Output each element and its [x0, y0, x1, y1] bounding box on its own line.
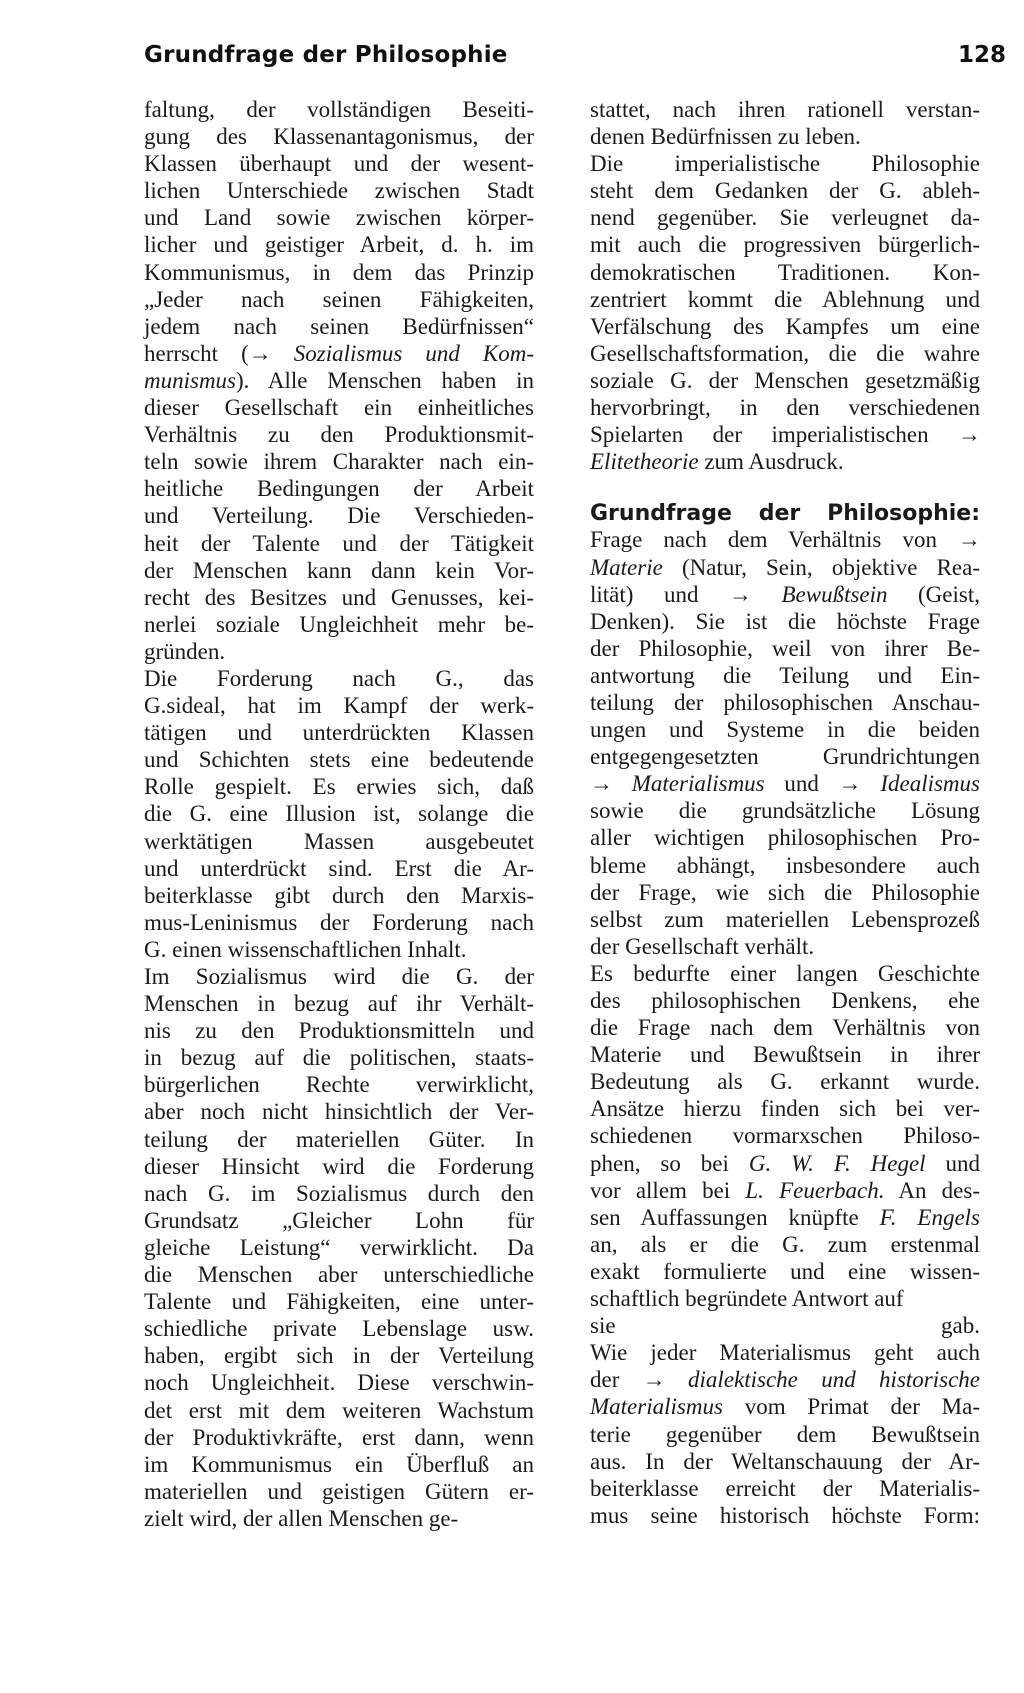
text-line	[590, 259, 980, 286]
text-line	[144, 800, 534, 827]
text-segment: heit der Talente und der Tätigkeit	[144, 530, 534, 556]
text-line	[590, 499, 980, 526]
text-segment: ). Alle Menschen haben in	[236, 367, 534, 393]
text-segment: des philosophischen Denkens, ehe	[590, 988, 980, 1013]
text-segment: mus seine historisch höchste Form:	[590, 1502, 980, 1528]
text-segment: vom Primat der Ma-	[722, 1394, 980, 1420]
cross-reference-arrow-icon: →	[838, 771, 861, 797]
text-line	[144, 557, 534, 584]
text-segment: schiedliche private Lebenslage usw.	[144, 1316, 534, 1342]
text-line	[144, 367, 534, 394]
text-line	[144, 177, 534, 204]
italic-term: L. Feuerbach.	[745, 1177, 885, 1203]
text-line	[590, 1285, 980, 1312]
text-line	[144, 828, 534, 855]
text-line	[590, 743, 980, 770]
italic-term: munismus	[144, 367, 237, 393]
text-line	[144, 1478, 534, 1505]
text-segment: stattet, nach ihren rationell verstan-	[590, 97, 980, 122]
text-line	[144, 1397, 534, 1424]
text-segment: Wie jeder Materialismus geht auch	[590, 1340, 980, 1366]
text-segment: Verfälschung des Kampfes um eine	[590, 313, 980, 339]
italic-term: F. Engels	[879, 1204, 980, 1230]
cross-reference-arrow-icon: →	[642, 1367, 665, 1393]
text-segment: „Jeder nach seinen Fähigkeiten,	[144, 286, 534, 312]
text-segment: An des-	[884, 1177, 980, 1203]
text-line	[144, 340, 534, 367]
italic-term: Materialismus	[590, 1394, 723, 1420]
text-segment: und Schichten stets eine bedeutende	[144, 747, 534, 773]
text-segment: faltung, der vollständigen Beseiti-	[144, 97, 534, 122]
text-segment: gründen.	[144, 638, 226, 664]
text-segment: werktätigen Massen ausgebeutet	[144, 828, 534, 854]
text-segment: der Menschen kann dann kein Vor-	[144, 557, 534, 583]
text-segment: haben, ergibt sich in der Verteilung	[144, 1343, 534, 1369]
italic-term: dialektische und historische	[688, 1367, 980, 1393]
text-segment: und Land sowie zwischen körper-	[144, 205, 534, 231]
text-segment: bleme abhängt, insbesondere auch	[590, 852, 980, 878]
text-segment: Rolle gespielt. Es erwies sich, daß	[144, 774, 534, 800]
text-segment: die Menschen aber unterschiedliche	[144, 1262, 534, 1288]
text-segment: antwortung die Teilung und Ein-	[590, 662, 980, 688]
text-segment: soziale G. der Menschen gesetzmäßig	[590, 367, 980, 393]
text-segment: Talente und Fähigkeiten, eine unter-	[144, 1289, 534, 1315]
text-line	[590, 96, 980, 123]
text-line	[144, 1424, 534, 1451]
text-segment: in bezug auf die politischen, staats-	[144, 1045, 534, 1071]
text-segment: nis zu den Produktionsmitteln und	[144, 1018, 534, 1044]
text-line	[590, 1150, 980, 1177]
text-line	[144, 1071, 534, 1098]
text-segment: recht des Besitzes und Genusses, kei-	[144, 584, 534, 610]
text-line	[144, 394, 534, 421]
text-line	[144, 584, 534, 611]
text-segment: sen Auffassungen knüpfte	[590, 1204, 880, 1230]
text-line	[590, 716, 980, 743]
text-segment: nend gegenüber. Sie verleugnet da-	[590, 205, 980, 231]
text-segment: sowie die grundsätzliche Lösung	[590, 798, 980, 824]
text-segment: (Natur, Sein, objektive Rea-	[662, 554, 980, 580]
text-segment: nach G. im Sozialismus durch den	[144, 1180, 534, 1206]
text-line	[144, 502, 534, 529]
text-line	[590, 421, 980, 448]
text-line	[144, 963, 534, 990]
text-segment: beiterklasse gibt durch den Marxis-	[144, 882, 534, 908]
text-line	[144, 150, 534, 177]
italic-term: Elitetheorie	[590, 449, 699, 475]
entry-separator	[590, 475, 980, 499]
header-title: Grundfrage der Philosophie	[144, 42, 508, 68]
text-segment: G.sideal, hat im Kampf der werk-	[144, 693, 534, 719]
text-segment: G. einen wissenschaftlichen Inhalt.	[144, 936, 467, 962]
text-segment: dieser Gesellschaft ein einheitliches	[144, 395, 534, 421]
text-segment: heitliche Bedingungen der Arbeit	[144, 476, 534, 502]
text-segment: det erst mit dem weiteren Wachstum	[144, 1397, 534, 1423]
text-line	[590, 526, 980, 553]
text-line	[144, 1207, 534, 1234]
text-segment: teilung der philosophischen Anschau-	[590, 689, 980, 715]
text-segment: aus. In der Weltanschauung der Ar-	[590, 1448, 980, 1474]
text-segment: teln sowie ihrem Charakter nach ein-	[144, 449, 534, 475]
text-line	[590, 797, 980, 824]
text-line	[590, 1258, 980, 1285]
text-segment: der	[590, 1367, 643, 1393]
text-segment: hervorbringt, in den verschiedenen	[590, 395, 980, 421]
text-segment	[612, 771, 632, 796]
text-line	[590, 608, 980, 635]
text-line	[144, 123, 534, 150]
text-segment: und unterdrückt sind. Erst die Ar-	[144, 855, 534, 881]
text-line	[590, 448, 980, 475]
text-segment: teilung der materiellen Güter. In	[144, 1126, 534, 1152]
text-line	[590, 635, 980, 662]
text-line	[590, 960, 980, 987]
text-line	[144, 204, 534, 231]
text-line	[144, 475, 534, 502]
text-segment: Es bedurfte einer langen Geschichte	[590, 960, 980, 986]
text-segment: demokratischen Traditionen. Kon-	[590, 259, 980, 285]
text-line	[590, 1312, 980, 1339]
text-line	[144, 1342, 534, 1369]
text-line	[590, 340, 980, 367]
text-line	[144, 448, 534, 475]
text-segment: Denken). Sie ist die höchste Frage	[590, 608, 980, 634]
text-segment	[751, 582, 782, 607]
text-line	[590, 1339, 980, 1366]
cross-reference-arrow-icon: →	[248, 340, 271, 366]
text-segment: ungen und Systeme in die beiden	[590, 717, 980, 743]
text-segment: lichen Unterschiede zwischen Stadt	[144, 178, 534, 204]
text-line	[144, 1261, 534, 1288]
text-line	[590, 123, 980, 150]
text-line	[144, 773, 534, 800]
text-segment: Materie und Bewußtsein in ihrer	[590, 1042, 980, 1068]
text-segment: und	[925, 1150, 980, 1176]
text-line	[590, 1231, 980, 1258]
text-segment: die Frage nach dem Verhältnis von	[590, 1015, 980, 1041]
text-line	[590, 689, 980, 716]
text-segment: steht dem Gedanken der G. ableh-	[590, 178, 980, 204]
text-segment: terie gegenüber dem Bewußtsein	[590, 1421, 980, 1447]
text-line	[144, 1044, 534, 1071]
text-segment: zentriert kommt die Ablehnung und	[590, 286, 980, 312]
text-line	[144, 96, 534, 123]
text-segment: Bedeutung als G. erkannt wurde.	[590, 1069, 980, 1095]
text-line	[144, 638, 534, 665]
text-segment: dieser Hinsicht wird die Forderung	[144, 1153, 534, 1179]
text-segment: nerlei soziale Ungleichheit mehr be-	[144, 611, 534, 637]
right-text-column	[590, 96, 980, 1529]
text-line	[144, 1315, 534, 1342]
text-line	[590, 581, 980, 608]
text-line	[590, 1122, 980, 1149]
text-line	[144, 530, 534, 557]
text-segment: tätigen und unterdrückten Klassen	[144, 720, 534, 746]
text-line	[590, 906, 980, 933]
text-segment: Die imperialistische Philosophie	[590, 151, 980, 177]
italic-term: Sozialismus und Kom-	[293, 340, 534, 366]
text-line	[590, 824, 980, 851]
text-segment	[861, 771, 881, 796]
text-line	[590, 852, 980, 879]
text-line	[144, 882, 534, 909]
italic-term: Materie	[590, 554, 663, 580]
text-segment: gung des Klassenantagonismus, der	[144, 124, 534, 150]
text-line	[144, 259, 534, 286]
italic-term: Bewußtsein	[781, 581, 888, 607]
text-segment: Kommunismus, in dem das Prinzip	[144, 259, 534, 285]
text-segment: selbst zum materiellen Lebensprozeß	[590, 906, 980, 932]
text-line	[590, 1366, 980, 1393]
text-line	[590, 286, 980, 313]
text-line	[590, 1421, 980, 1448]
text-segment: mus-Leninismus der Forderung nach	[144, 909, 534, 935]
text-line	[144, 1369, 534, 1396]
text-segment: aller wichtigen philosophischen Pro-	[590, 825, 980, 851]
text-line	[590, 150, 980, 177]
text-line	[144, 1153, 534, 1180]
text-segment: Im Sozialismus wird die G. der	[144, 964, 534, 989]
text-line	[144, 1234, 534, 1261]
text-line	[590, 177, 980, 204]
text-segment: lität) und	[590, 581, 729, 607]
text-line	[590, 933, 980, 960]
text-segment: entgegengesetzten Grundrichtungen	[590, 744, 980, 770]
text-segment: bürgerlichen Rechte verwirklicht,	[144, 1072, 534, 1098]
text-segment: schiedenen vormarxschen Philoso-	[590, 1123, 980, 1149]
text-line	[590, 1475, 980, 1502]
text-segment: und Verteilung. Die Verschieden-	[144, 503, 534, 529]
text-segment: mit auch die progressiven bürgerlich-	[590, 232, 980, 258]
text-line	[590, 1204, 980, 1231]
text-line	[144, 692, 534, 719]
text-line	[590, 1448, 980, 1475]
italic-term: G. W. F. Hegel	[748, 1150, 926, 1176]
text-line	[144, 421, 534, 448]
text-segment: an, als er die G. zum erstenmal	[590, 1231, 980, 1257]
text-line	[144, 1451, 534, 1478]
page-number: 128	[957, 42, 1006, 68]
text-line	[590, 1095, 980, 1122]
cross-reference-arrow-icon: →	[728, 581, 751, 607]
text-segment: Gesellschaftsformation, die die wahre	[590, 340, 980, 366]
text-segment: beiterklasse erreicht der Materialis-	[590, 1475, 980, 1501]
text-segment: zum Ausdruck.	[698, 449, 844, 475]
text-segment: gleiche Leistung“ verwirklicht. Da	[144, 1234, 534, 1260]
cross-reference-arrow-icon: →	[958, 527, 980, 553]
text-segment: sie gab.	[590, 1313, 980, 1339]
text-line	[590, 1177, 980, 1204]
text-line	[144, 936, 534, 963]
text-line	[144, 665, 534, 692]
text-line	[590, 770, 980, 797]
text-segment: herrscht (	[144, 340, 249, 366]
text-segment: Verhältnis zu den Produktionsmit-	[144, 422, 534, 448]
text-line	[590, 554, 980, 581]
text-segment: der Philosophie, weil von ihrer Be-	[590, 635, 980, 661]
text-line	[144, 1098, 534, 1125]
text-line	[590, 394, 980, 421]
text-segment: der Produktivkräfte, erst dann, wenn	[144, 1424, 534, 1450]
text-segment: exakt formulierte und eine wissen-	[590, 1258, 980, 1284]
text-segment: vor allem bei	[590, 1177, 746, 1203]
text-line	[144, 990, 534, 1017]
text-line	[590, 1041, 980, 1068]
text-line	[144, 611, 534, 638]
text-line	[144, 1180, 534, 1207]
text-segment: Die Forderung nach G., das	[144, 665, 534, 691]
text-segment: jedem nach seinen Bedürfnissen“	[144, 313, 534, 339]
text-segment: Menschen in bezug auf ihr Verhält-	[144, 991, 534, 1017]
text-segment: aber noch nicht hinsichtlich der Ver-	[144, 1099, 534, 1125]
text-line	[144, 231, 534, 258]
text-line	[144, 855, 534, 882]
text-line	[590, 231, 980, 258]
text-line	[144, 1126, 534, 1153]
text-line	[144, 313, 534, 340]
text-line	[590, 987, 980, 1014]
cross-reference-arrow-icon: →	[958, 422, 980, 448]
text-segment: noch Ungleichheit. Diese verschwin-	[144, 1370, 534, 1396]
left-text-column	[144, 96, 534, 1532]
text-line	[590, 1393, 980, 1420]
text-line	[590, 1068, 980, 1095]
text-line	[144, 719, 534, 746]
text-segment	[271, 341, 294, 366]
text-line	[144, 1505, 534, 1532]
text-segment: die G. eine Illusion ist, solange die	[144, 801, 534, 827]
text-segment: materiellen und geistigen Gütern er-	[144, 1478, 534, 1504]
text-line	[144, 286, 534, 313]
text-segment: phen, so bei	[590, 1150, 749, 1176]
entry-headword: Grundfrage der Philosophie:	[590, 501, 980, 527]
text-segment: im Kommunismus ein Überfluß an	[144, 1451, 534, 1477]
text-segment: der Frage, wie sich die Philosophie	[590, 879, 980, 905]
cross-reference-arrow-icon: →	[590, 771, 612, 797]
text-segment: Spielarten der imperialistischen	[590, 422, 958, 448]
text-segment: Klassen überhaupt und der wesent-	[144, 151, 534, 177]
text-segment: schaftlich begründete Antwort auf	[590, 1286, 904, 1312]
text-segment: licher und geistiger Arbeit, d. h. im	[144, 232, 534, 258]
text-line	[144, 909, 534, 936]
text-segment: Ansätze hierzu finden sich bei ver-	[590, 1096, 980, 1122]
text-line	[590, 367, 980, 394]
text-line	[590, 204, 980, 231]
text-line	[590, 1014, 980, 1041]
text-line	[590, 879, 980, 906]
text-segment	[665, 1367, 688, 1392]
text-segment: zielt wird, der allen Menschen ge-	[144, 1505, 459, 1531]
text-segment: Grundsatz „Gleicher Lohn für	[144, 1207, 534, 1233]
running-head	[144, 38, 1014, 78]
italic-term: Idealismus	[880, 771, 980, 797]
text-segment: und	[764, 771, 839, 797]
text-line	[590, 313, 980, 340]
text-line	[144, 1288, 534, 1315]
text-segment: denen Bedürfnissen zu leben.	[590, 124, 861, 150]
text-segment: der Gesellschaft verhält.	[590, 933, 815, 959]
text-segment: (Geist,	[887, 581, 980, 607]
text-line	[590, 1502, 980, 1529]
italic-term: Materialismus	[631, 771, 765, 797]
text-segment: Frage nach dem Verhältnis von	[590, 527, 958, 553]
text-line	[590, 662, 980, 689]
text-line	[144, 746, 534, 773]
text-line	[144, 1017, 534, 1044]
